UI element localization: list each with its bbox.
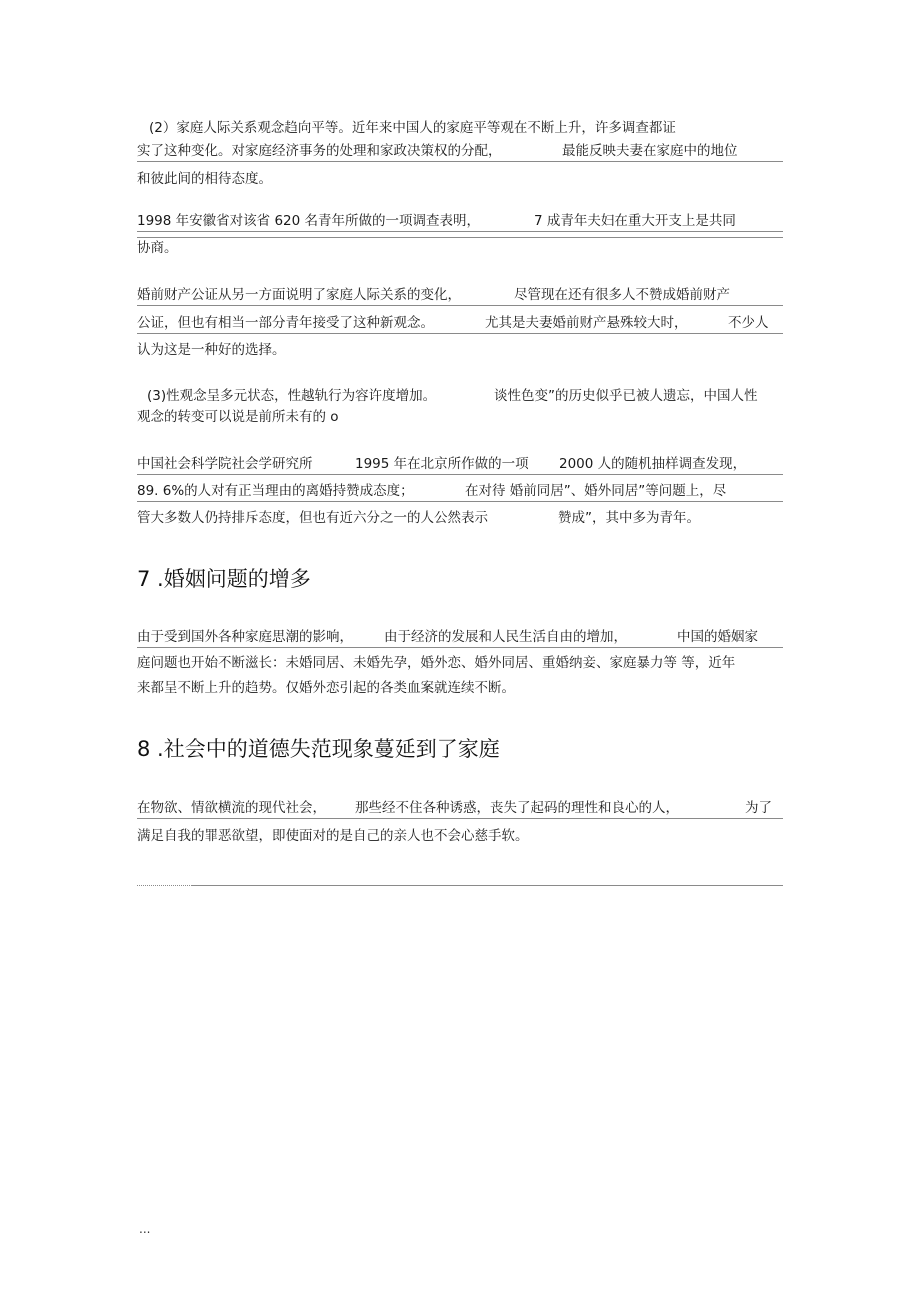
section-8-text: 满足自我的罪恶欲望，即使面对的是自己的亲人也不会心慈手软。 <box>137 828 529 844</box>
section-7-text: 庭问题也开始不断滋长：未婚同居、未婚先孕，婚外恋、婚外同居、重婚纳妾、家庭暴力等 等，近年 <box>137 655 736 671</box>
section-8-text: 在物欲、情欲横流的现代社会， <box>137 800 326 816</box>
paragraph-1-line-1 <box>137 118 783 138</box>
paragraph-5-text: 中国社会科学院社会学研究所 <box>137 456 313 472</box>
paragraph-4-line-1 <box>137 386 783 406</box>
paragraph-1-line-3 <box>137 169 783 189</box>
section-7-text: 中国的婚姻家 <box>677 629 758 645</box>
paragraph-2-text: 7 成青年夫妇在重大开支上是共同 <box>534 213 736 229</box>
section-7-line-2 <box>137 653 783 673</box>
paragraph-4-line-2 <box>137 407 783 427</box>
section-7-heading: 7 .婚姻问题的增多 <box>137 567 311 591</box>
paragraph-4-text: (3)性观念呈多元状态，性越轨行为容许度增加。 <box>147 388 437 404</box>
section-7-text: 由于经济的发展和人民生活自由的增加， <box>384 629 627 645</box>
paragraph-3-text: 尽管现在还有很多人不赞成婚前财产 <box>514 287 730 303</box>
section-8-line-2 <box>137 826 783 846</box>
paragraph-1-text: 和彼此间的相待态度。 <box>137 171 272 187</box>
paragraph-3-line-2 <box>137 313 783 334</box>
paragraph-1-text: (2）家庭人际关系观念趋向平等。近年来中国人的家庭平等观在不断上升，许多调查都证 <box>149 120 676 136</box>
paragraph-3-line-1 <box>137 285 783 306</box>
paragraph-2-line-1 <box>137 211 783 232</box>
section-7-line-1 <box>137 627 783 648</box>
paragraph-3-text: 尤其是夫妻婚前财产悬殊较大时， <box>485 315 688 331</box>
paragraph-4-text: 谈性色变”的历史似乎已被人遗忘，中国人性 <box>494 388 758 404</box>
paragraph-3-text: 公证，但也有相当一部分青年接受了这种新观念。 <box>137 315 434 331</box>
paragraph-2-text: 1998 年安徽省对该省 620 名青年所做的一项调查表明， <box>137 213 480 229</box>
paragraph-1-text: 最能反映夫妻在家庭中的地位 <box>562 143 738 159</box>
paragraph-5-text: 管大多数人仍持排斥态度，但也有近六分之一的人公然表示 <box>137 510 488 526</box>
section-7-line-3 <box>137 678 783 698</box>
section-8-text: 那些经不住各种诱惑，丧失了起码的理性和良心的人， <box>355 800 679 816</box>
paragraph-3-text: 不少人 <box>728 315 769 331</box>
paragraph-3-line-3 <box>137 340 783 360</box>
paragraph-1-text: 实了这种变化。对家庭经济事务的处理和家政决策权的分配， <box>137 143 502 159</box>
section-7-text: 由于受到国外各种家庭思潮的影响， <box>137 629 353 645</box>
paragraph-3-text: 婚前财产公证从另一方面说明了家庭人际关系的变化， <box>137 287 461 303</box>
footer-ellipsis: ... <box>139 1222 151 1236</box>
rule-divider <box>192 885 783 886</box>
paragraph-3-text: 认为这是一种好的选择。 <box>137 342 286 358</box>
section-7-text: 来都呈不断上升的趋势。仅婚外恋引起的各类血案就连续不断。 <box>137 680 515 696</box>
paragraph-1-line-2 <box>137 141 783 162</box>
paragraph-2-line-2 <box>137 238 783 258</box>
paragraph-5-line-2 <box>137 481 783 502</box>
paragraph-5-line-1 <box>137 454 783 475</box>
rule-divider-dotted <box>137 885 192 886</box>
paragraph-5-text: 赞成”，其中多为青年。 <box>558 510 700 526</box>
section-8-heading: 8 .社会中的道德失范现象蔓延到了家庭 <box>137 737 500 761</box>
paragraph-5-text: 89. 6%的人对有正当理由的离婚持赞成态度； <box>137 483 414 499</box>
section-8-line-1 <box>137 798 783 819</box>
paragraph-5-text: 在对待 婚前同居”、婚外同居”等问题上，尽 <box>465 483 727 499</box>
paragraph-2-text: 协商。 <box>137 240 178 256</box>
paragraph-5-text: 2000 人的随机抽样调查发现， <box>559 456 747 472</box>
paragraph-5-text: 1995 年在北京所作做的一项 <box>355 456 529 472</box>
section-8-text: 为了 <box>745 800 772 816</box>
paragraph-5-line-3 <box>137 508 783 528</box>
paragraph-4-text: 观念的转变可以说是前所未有的 o <box>137 409 339 425</box>
